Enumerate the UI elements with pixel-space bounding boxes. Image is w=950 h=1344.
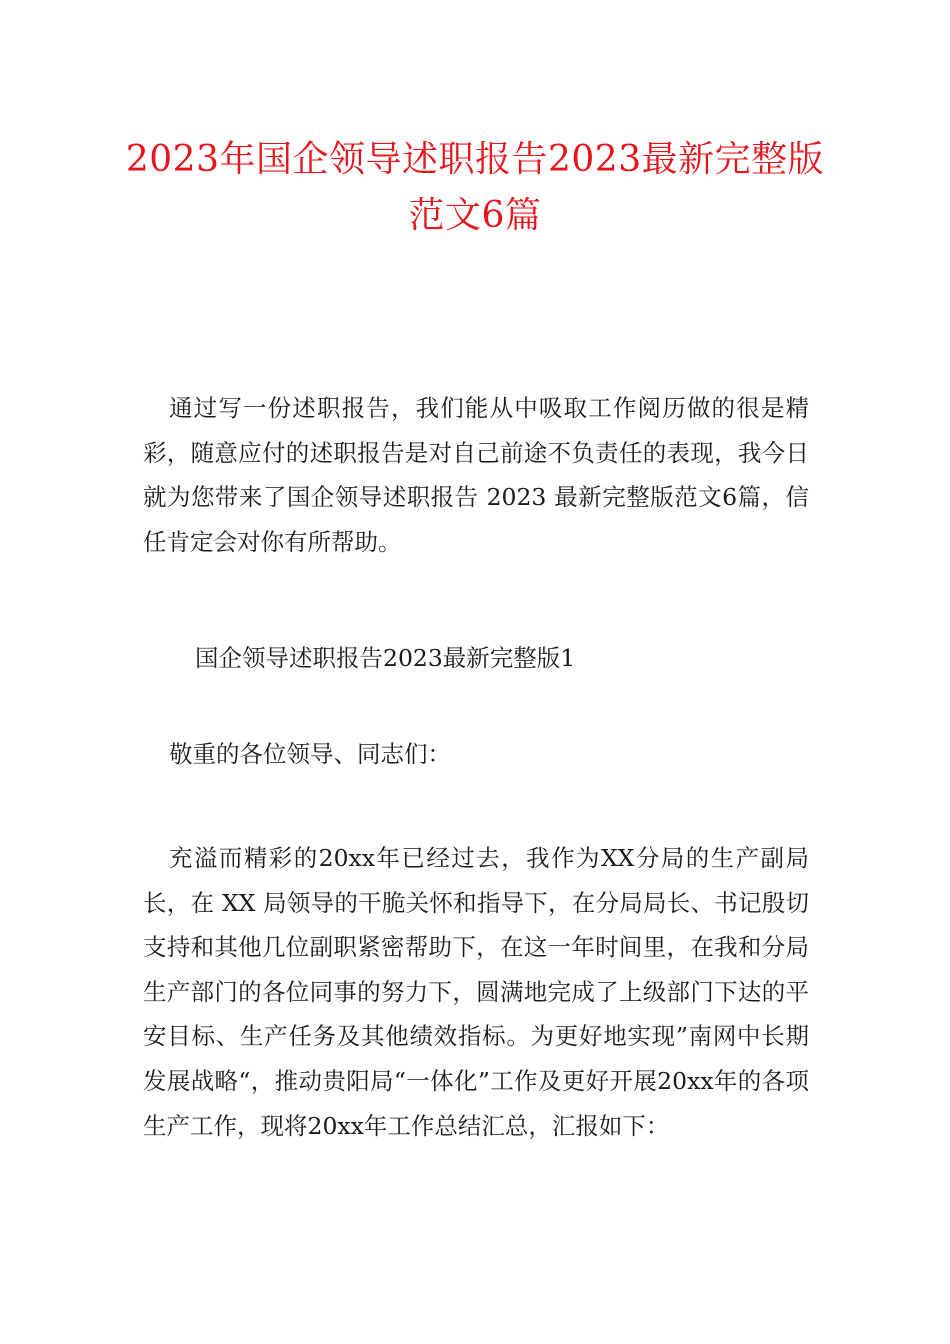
document-title: 2023年国企领导述职报告2023最新完整版范文6篇 <box>125 139 825 236</box>
section-heading: 国企领导述职报告2023最新完整版1 <box>195 644 576 672</box>
intro-paragraph: 通过写一份述职报告，我们能从中吸取工作阅历做的很是精彩，随意应付的述职报告是对自己前途不负责任的表现，我今日就为您带来了国企领导述职报告 2023 最新完整版范文6篇，信任肯定会对你有所帮助。 <box>143 394 809 556</box>
main-paragraph: 充溢而精彩的20xx年已经过去，我作为XX分局的生产副局长，在 XX 局领导的干脆关怀和指导下，在分局局长、书记殷切支持和其他几位副职紧密帮助下，在这一年时间里，在我和分局生产部门的各位同事的努力下，圆满地完成了上级部门下达的平安目标、生产任务及其他绩效指标。为更好地实现”南网中长期发展战略“，推动贵阳局“一体化”工作及更好开展20xx年的各项生产工作，现将20xx年工作总结汇总，汇报如下： <box>143 844 809 1140</box>
greeting-paragraph: 敬重的各位领导、同志们： <box>169 740 451 768</box>
